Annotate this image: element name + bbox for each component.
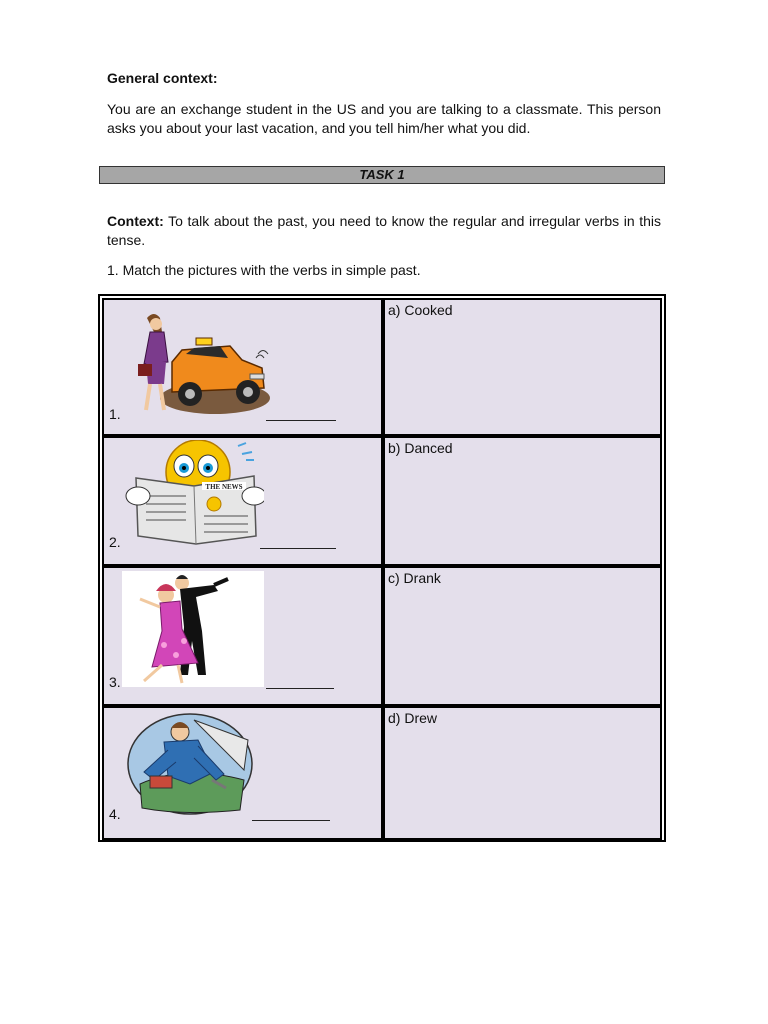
instruction-text: 1. Match the pictures with the verbs in simple past. bbox=[107, 262, 421, 278]
matching-table bbox=[98, 294, 666, 842]
item-number-4: 4. bbox=[109, 806, 121, 822]
picture-cell-1 bbox=[102, 298, 383, 436]
item-number-1: 1. bbox=[109, 406, 121, 422]
option-c: c) Drank bbox=[388, 570, 441, 586]
context-paragraph bbox=[107, 212, 661, 250]
context-text: To talk about the past, you need to know the regular and irregular verbs in this tense. bbox=[107, 213, 661, 248]
answer-blank-4[interactable] bbox=[252, 820, 330, 821]
option-cell-c bbox=[383, 566, 662, 706]
answer-blank-1[interactable] bbox=[266, 420, 336, 421]
option-b: b) Danced bbox=[388, 440, 453, 456]
general-context-heading: General context: bbox=[107, 70, 218, 86]
picture-cell-3 bbox=[102, 566, 383, 706]
option-cell-d bbox=[383, 706, 662, 840]
option-d: d) Drew bbox=[388, 710, 438, 726]
item-number-3: 3. bbox=[109, 674, 121, 690]
mechanic-car-picture bbox=[124, 710, 254, 818]
option-cell-a bbox=[383, 298, 662, 436]
smiley-newspaper-picture bbox=[124, 440, 264, 552]
option-cell-b bbox=[383, 436, 662, 566]
newspaper-title: THE NEWS bbox=[205, 483, 243, 491]
option-a: a) Cooked bbox=[388, 302, 453, 318]
picture-cell-2 bbox=[102, 436, 383, 566]
answer-blank-3[interactable] bbox=[266, 688, 334, 689]
general-context-text: You are an exchange student in the US and you are talking to a classmate. This person asks you about your last vacation, and you tell him/her what you did. bbox=[107, 101, 661, 136]
answer-blank-2[interactable] bbox=[260, 548, 336, 549]
picture-cell-4 bbox=[102, 706, 383, 840]
dancing-couple-picture bbox=[122, 571, 264, 687]
item-number-2: 2. bbox=[109, 534, 121, 550]
task-header: TASK 1 bbox=[99, 166, 665, 184]
woman-taxi-picture bbox=[120, 302, 270, 420]
context-label: Context: bbox=[107, 213, 164, 229]
